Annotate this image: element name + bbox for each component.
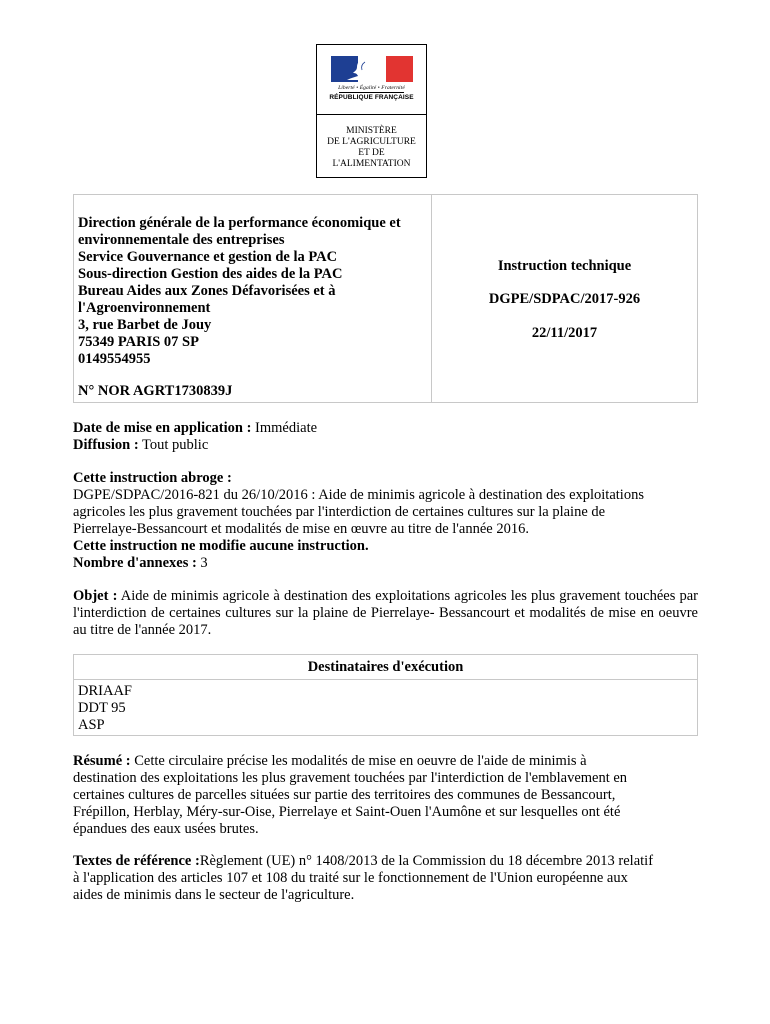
abrogation-block <box>73 470 698 572</box>
application-date-value: Immédiate <box>251 420 318 436</box>
abrogation-label-text: Cette instruction abroge : <box>73 470 232 486</box>
objet-block <box>73 588 698 639</box>
motto-rule <box>339 92 404 93</box>
address-line: Service Gouvernance et gestion de la PAC <box>78 249 338 265</box>
resume-label: Résumé : <box>73 753 131 769</box>
application-date <box>73 420 698 437</box>
abrogation-line: Pierrelaye-Bessancourt et modalités de mise en œuvre au titre de l'année 2016. <box>73 521 529 537</box>
annex-label: Nombre d'annexes : <box>73 555 197 571</box>
marianne-profile-icon <box>345 56 375 82</box>
resume-block <box>73 753 698 838</box>
address-line: 75349 PARIS 07 SP <box>78 334 199 350</box>
diffusion-value: Tout public <box>138 437 209 453</box>
annex-value: 3 <box>196 555 208 571</box>
header-table <box>73 194 698 403</box>
address-line: environnementale des entreprises <box>78 232 285 248</box>
address-line: 3, rue Barbet de Jouy <box>78 317 212 333</box>
ministere-line: L'ALIMENTATION <box>332 159 411 169</box>
objet-label: Objet : <box>73 588 118 604</box>
textes-text: Règlement (UE) n° 1408/2013 de la Commission du 18 décembre 2013 relatif <box>199 853 654 869</box>
destinataire-item: DRIAAF <box>78 683 132 699</box>
address-line: l'Agroenvironnement <box>78 300 211 316</box>
address-line: Bureau Aides aux Zones Défavorisées et à <box>78 283 336 299</box>
issuer-address <box>78 215 428 368</box>
resume-line: certaines cultures de parcelles situées sur partie des territoires des communes de Bessancourt, <box>73 787 616 803</box>
destinataire-item: ASP <box>78 717 105 733</box>
address-line: Direction générale de la performance économique et <box>78 215 401 231</box>
ministere-line: ET DE <box>358 148 385 158</box>
abrogation-line: agricoles les plus gravement touchées par l'interdiction de certaines cultures sur la plaine de <box>73 504 606 520</box>
nor-number: N° NOR AGRT1730839J <box>78 383 233 399</box>
application-date-label: Date de mise en application : <box>73 420 252 436</box>
ministere-line: DE L'AGRICULTURE <box>327 137 416 147</box>
diffusion-label: Diffusion : <box>73 437 139 453</box>
resume-line: Frépillon, Herblay, Méry-sur-Oise, Pierrelaye et Saint-Ouen l'Aumône et sur lesquelles ont été <box>73 804 621 820</box>
address-line: 0149554955 <box>78 351 151 367</box>
textes-line: aides de minimis dans le secteur de l'agriculture. <box>73 887 355 903</box>
no-modify <box>73 538 698 555</box>
ministere-line: MINISTÈRE <box>346 126 397 136</box>
resume-text: Cette circulaire précise les modalités de mise en oeuvre de l'aide de minimis à <box>130 753 587 769</box>
instruction-date: 22/11/2017 <box>531 325 598 341</box>
textes-label: Textes de référence : <box>73 853 200 869</box>
destinataires-table <box>73 654 698 736</box>
annex-count <box>73 555 698 572</box>
destinataires-list <box>78 683 132 734</box>
instruction-reference: DGPE/SDPAC/2017-926 <box>488 291 641 307</box>
motto-text: Liberté • Égalité • Fraternité <box>338 85 405 91</box>
resume-line <box>73 753 698 770</box>
textes-reference-block <box>73 853 698 904</box>
logo-divider <box>317 114 426 115</box>
application-block <box>73 420 698 454</box>
resume-line: destination des exploitations les plus gravement touchées par l'interdiction de l'emblavement en <box>73 770 628 786</box>
objet-text: Aide de minimis agricole à destination des exploitations agricoles les plus gravement touchées par l'interdiction de certaines cultures sur la plaine de Pierrelaye- Bessancourt et modalités de mise en oeuvre au titre de l'année 2017. <box>73 588 698 638</box>
destinataires-title: Destinataires d'exécution <box>74 655 697 680</box>
textes-line <box>73 853 698 870</box>
destinataire-item: DDT 95 <box>78 700 126 716</box>
instruction-type: Instruction technique <box>497 258 632 274</box>
resume-line: épandues des eaux usées brutes. <box>73 821 259 837</box>
ministere-name <box>317 126 426 170</box>
ministry-logo <box>316 44 427 178</box>
abrogation-label <box>73 470 698 487</box>
no-modify-text: Cette instruction ne modifie aucune instruction. <box>73 538 369 554</box>
textes-line: à l'application des articles 107 et 108 du traité sur le fonctionnement de l'Union européenne aux <box>73 870 628 886</box>
marianne-logo <box>317 45 426 113</box>
abrogation-line: DGPE/SDPAC/2016-821 du 26/10/2016 : Aide de minimis agricole à destination des exploitations <box>73 487 644 503</box>
republique-francaise-text: RÉPUBLIQUE FRANÇAISE <box>329 94 414 101</box>
diffusion <box>73 437 698 454</box>
address-line: Sous-direction Gestion des aides de la PAC <box>78 266 343 282</box>
